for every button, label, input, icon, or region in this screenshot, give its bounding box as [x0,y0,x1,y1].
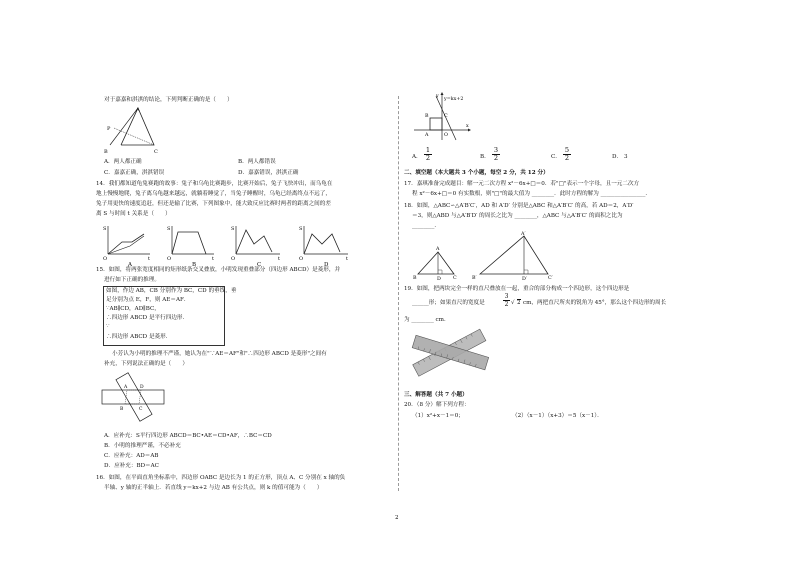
q18-label-c: C [453,276,457,281]
q13-option-a: A．两人都正确 [104,159,142,165]
q14-a-t: t [148,256,151,262]
q14-b-o: O [167,256,172,262]
q16-a-label: A [425,133,429,138]
q20-part-1: （1）x²+x－1＝0； [412,413,464,419]
q14-b-t: t [212,256,215,262]
q18-label-b: B [413,276,417,281]
q15-box-line-4: ∴四边形 ABCD 是平行四边形． [106,315,189,321]
q18-line-3: ________． [412,223,440,229]
q15-text-2: 补充，下列说法正确的是（ ） [104,361,188,367]
q17-line-2: 程 x²－6x+□＝0 有实数根，则"□"的最大值为 ________．此时方程的解为 ________________． [412,191,651,197]
q16-option-d-value: 3 [624,154,628,160]
q15-box-line-1: 如图，作边 AB，CB 分别作为 BC，CD 的垂线，垂 [106,288,237,294]
q16-option-b-num: 3 [493,146,499,154]
q15-intro-2: 进行如下正确的推理。 [104,277,160,283]
q15-strips-figure [100,372,170,422]
q16-option-a-num: 1 [425,146,431,154]
q19-line-3: 为 ________ cm． [404,317,450,323]
q16-y-label: y [436,94,439,99]
q14-d-t: t [346,256,349,262]
q16-c-label: C [444,114,448,119]
q18-label-a-prime: A′ [521,232,526,237]
q19-sqrt-sign: √ [511,300,515,306]
q14-c-t: t [278,256,281,262]
q16-option-a-fraction [424,147,432,162]
q16-line-label: y=kx+2 [444,97,464,102]
q15-box-line-6: ∴四边形 ABCD 是菱形． [106,334,172,340]
q19-frac-num: 3 [504,293,509,300]
q15-option-b: B．小明的推理严谨，不必补充 [104,443,181,449]
q19-sqrt-radicand: 2 [517,300,521,306]
column-divider [398,96,399,491]
q13-label-c: C [154,149,158,155]
q14-d-s: S [299,226,303,232]
q15-option-c: C．应补充：AD＝AB [104,453,159,459]
q15-option-d: D．应补充：BD＝AC [104,463,159,469]
q14-graph-c [231,226,280,262]
q19-line-2a: ______形；如果直尺的宽度是 [412,300,485,306]
q15-box-line-3: ∵AB∥CD，AD∥BC， [106,306,160,312]
q16-option-d-letter: D． [612,154,623,160]
q17-line-1: 17．嘉琪准备完成题目：解一元二次方程 x²－6x+□＝0．若"□"表示一个字母，且一元二次方 [404,181,640,187]
q19-rulers-figure [410,326,490,386]
q14-a-s: S [103,226,107,232]
q13-option-d: D．嘉嘉错误，淇淇正确 [238,170,299,176]
q16-x-label: x [466,124,469,129]
q14-c-s: S [231,226,235,232]
q13-option-b: B．两人都错误 [238,159,276,165]
q15-box-line-5: ∵ [106,324,110,330]
q18-label-c-prime: C′ [548,276,553,281]
q16-b-label: B [425,114,429,119]
q16-line-1: 16．如图，在平面直角坐标系中，四边形 OABC 是边长为 1 的正方形，顶点 A、C 分别在 x 轴的负 [96,475,346,481]
q14-a-o: O [103,256,108,262]
q16-option-c-den: 2 [564,154,570,162]
q15-intro-1: 15．如图，将两张宽度相同的矩形纸条交叉叠放，小明发现重叠部分（四边形 ABCD）是菱形，并 [96,267,341,273]
q14-line-4: 离 S 与时间 t 关系是（ ） [96,211,171,217]
q16-option-c-fraction [563,147,571,162]
q14-graph-d [299,226,348,262]
q18-label-b-prime: B′ [472,276,477,281]
q15-option-a: A．应补充：S平行四边形 ABCD＝BC•AE＝CD•AF，∴BC＝CD [104,433,272,439]
q14-option-a: A [128,262,132,268]
q19-line-2b: cm，两把直尺所夹的锐角为 45°，那么这个四边形的周长 [523,300,667,306]
q16-option-a-letter: A． [412,154,422,160]
q14-option-d: D [324,262,329,268]
q13-option-c: C．嘉嘉正确，淇淇错误 [104,170,165,176]
q14-c-o: O [231,256,236,262]
q16-coordinate-figure [412,92,472,142]
q19-width-fraction [503,293,510,308]
q13-label-p: P [107,126,111,132]
q15-box-line-2: 足分别为点 E，F，则 AE＝AF． [106,297,190,303]
q14-graphs [100,222,370,268]
q15-label-a: A [124,385,128,390]
q15-label-b: B [120,407,124,412]
page-number: 2 [395,515,399,521]
q18-label-d-prime: D′ [522,277,527,282]
q14-line-2: 地上慢慢地爬，兔子离乌龟越来越远，就躺着睡觉了，当兔子睡醒时，乌龟已经离终点不远了， [96,191,331,197]
q19-line-1: 19．如图，把两块完全一样的直尺叠放在一起，重合的部分构成一个四边形，这个四边形是 [404,286,630,292]
section-3-title: 三、解答题（共 7 小题） [404,392,468,398]
q14-graph-b [167,226,214,262]
q16-option-c-letter: C． [551,154,561,160]
q14-option-b: B [192,262,197,268]
q13-intro: 对于嘉嘉和淇淇的结论，下列判断正确的是（ ） [104,97,233,103]
q15-label-d: D [140,385,144,390]
q13-label-b: B [104,149,108,155]
q16-option-a-den: 2 [425,154,431,162]
q14-graph-a [103,226,150,262]
q14-line-3: 兔子用更快的速度追赶，但还是输了比赛，下列图象中，能大致反应比赛时两者的距离之间的差 [96,201,331,207]
q16-o-label: O [444,133,448,138]
q19-frac-den: 2 [504,301,509,308]
q16-option-b-den: 2 [493,154,499,162]
q15-label-c: C [139,407,143,412]
q14-line-1: 14．我们都知道龟兔赛跑的故事：兔子和乌龟比赛跑步，比赛开始后，兔子飞快冲出，而乌龟在 [96,181,333,187]
section-2-title: 二、填空题（本大题共 3 个小题，每空 2 分，共 12 分） [404,170,549,176]
q14-d-o: O [299,256,304,262]
q13-triangle-figure [100,105,160,155]
q16-line-2: 半轴、y 轴的正半轴上．若直线 y＝kx+2 与边 AB 有公共点，则 k 的值可能为（ ） [104,485,323,491]
q18-line-2: ＝3，则△ABD 与△A′B′D′ 的周长之比为 ________，△ABC 与△A′B′C′ 的面积之比为 [412,213,623,219]
q16-option-b-letter: B． [480,154,490,160]
q18-label-d: D [437,277,441,282]
q14-option-c: C [257,262,262,268]
q20-title: 20．（8 分）解下列方程： [404,402,470,408]
q16-option-b-fraction [492,147,500,162]
q18-line-1: 18．如图，△ABC∽△A′B′C′，AD 和 A′D′ 分别是△ABC 和△A′B′C′ 的高，若 AD＝2，A′D′ [404,203,634,209]
q18-label-a: A [436,247,440,252]
q14-b-s: S [167,226,171,232]
q13-label-a: A [136,107,140,113]
q15-text-1: 小芳认为小明的推理不严谨，她认为在"∵AE＝AF"和"∴四边形 ABCD 是菱形"之间有 [112,351,327,357]
q20-part-2: （2）（x－1）（x+3）＝5（x－1）． [512,413,603,419]
q16-option-c-num: 5 [564,146,570,154]
q18-triangles-figure [412,232,562,282]
